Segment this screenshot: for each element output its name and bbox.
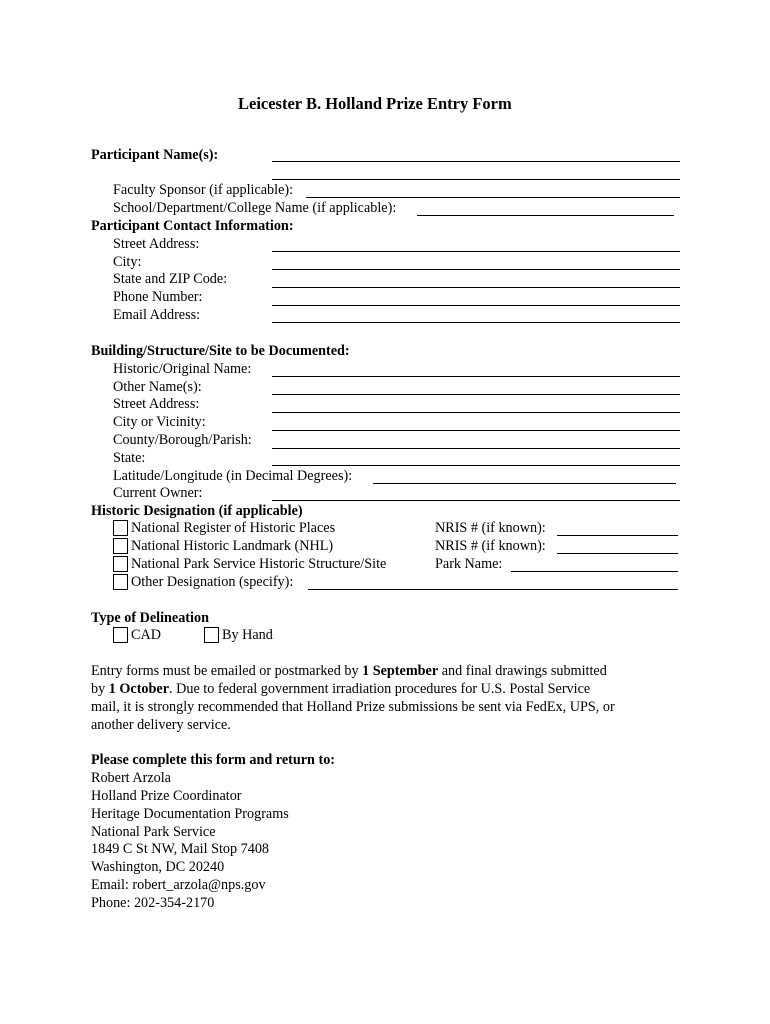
notice-line-2 — [91, 680, 590, 698]
building-state-label: State: — [113, 450, 146, 466]
other-designation-field[interactable] — [308, 589, 678, 590]
nris-field-2[interactable] — [557, 553, 678, 554]
nhl-label: National Historic Landmark (NHL) — [131, 538, 334, 554]
contact-phone-label: Phone Number: — [113, 289, 203, 305]
building-state-field[interactable] — [272, 465, 680, 466]
return-name: Robert Arzola — [91, 770, 171, 786]
owner-field[interactable] — [272, 500, 680, 501]
faculty-sponsor-field[interactable] — [306, 197, 680, 198]
delineation-heading: Type of Delineation — [91, 610, 209, 626]
nris-label-2: NRIS # (if known): — [435, 538, 546, 554]
building-street-field[interactable] — [272, 412, 680, 413]
contact-phone-field[interactable] — [272, 305, 680, 306]
return-title: Holland Prize Coordinator — [91, 788, 242, 804]
participant-names-label: Participant Name(s): — [91, 147, 219, 163]
school-name-field[interactable] — [417, 215, 674, 216]
other-designation-checkbox[interactable] — [113, 574, 128, 590]
contact-email-field[interactable] — [272, 322, 680, 323]
notice-line-3: mail, it is strongly recommended that Holland Prize submissions be sent via FedEx, UPS, or — [91, 699, 615, 715]
school-name-label: School/Department/College Name (if applicable): — [113, 200, 397, 216]
building-street-label: Street Address: — [113, 396, 200, 412]
by-hand-label: By Hand — [222, 627, 273, 643]
designation-heading: Historic Designation (if applicable) — [91, 503, 303, 519]
nrhp-label: National Register of Historic Places — [131, 520, 336, 536]
contact-heading: Participant Contact Information: — [91, 218, 294, 234]
notice-text: and final drawings submitted — [438, 663, 607, 679]
building-heading: Building/Structure/Site to be Documented: — [91, 343, 350, 359]
deadline-drawings: 1 October — [108, 681, 170, 697]
contact-city-field[interactable] — [272, 269, 680, 270]
building-city-label: City or Vicinity: — [113, 414, 206, 430]
latlong-label: Latitude/Longitude (in Decimal Degrees): — [113, 468, 353, 484]
park-name-label: Park Name: — [435, 556, 503, 572]
page-title: Leicester B. Holland Prize Entry Form — [238, 94, 512, 113]
nps-label: National Park Service Historic Structure/Site — [131, 556, 387, 572]
nris-field-1[interactable] — [557, 535, 678, 536]
county-field[interactable] — [272, 448, 680, 449]
cad-checkbox[interactable] — [113, 627, 128, 643]
return-phone: Phone: 202-354-2170 — [91, 895, 215, 911]
contact-email-label: Email Address: — [113, 307, 201, 323]
contact-street-field[interactable] — [272, 251, 680, 252]
cad-label: CAD — [131, 627, 161, 643]
notice-line-4: another delivery service. — [91, 717, 231, 733]
return-agency: National Park Service — [91, 824, 216, 840]
return-city: Washington, DC 20240 — [91, 859, 225, 875]
nhl-checkbox[interactable] — [113, 538, 128, 554]
notice-line-1 — [91, 662, 607, 680]
historic-name-field[interactable] — [272, 376, 680, 377]
other-designation-label: Other Designation (specify): — [131, 574, 294, 590]
return-heading: Please complete this form and return to: — [91, 752, 336, 768]
faculty-sponsor-label: Faculty Sponsor (if applicable): — [113, 182, 294, 198]
return-street: 1849 C St NW, Mail Stop 7408 — [91, 841, 270, 857]
other-names-field[interactable] — [272, 394, 680, 395]
latlong-field[interactable] — [373, 483, 676, 484]
park-name-field[interactable] — [511, 571, 678, 572]
nrhp-checkbox[interactable] — [113, 520, 128, 536]
return-program: Heritage Documentation Programs — [91, 806, 289, 822]
historic-name-label: Historic/Original Name: — [113, 361, 252, 377]
contact-city-label: City: — [113, 254, 142, 270]
deadline-postmark: 1 September — [362, 663, 439, 679]
owner-label: Current Owner: — [113, 485, 203, 501]
return-email: Email: robert_arzola@nps.gov — [91, 877, 266, 893]
notice-text: . Due to federal government irradiation procedures for U.S. Postal Service — [169, 681, 591, 697]
county-label: County/Borough/Parish: — [113, 432, 252, 448]
nps-checkbox[interactable] — [113, 556, 128, 572]
nris-label-1: NRIS # (if known): — [435, 520, 546, 536]
by-hand-checkbox[interactable] — [204, 627, 219, 643]
participant-name-field-2[interactable] — [272, 179, 680, 180]
contact-state-zip-field[interactable] — [272, 287, 680, 288]
notice-text: by — [91, 681, 109, 697]
participant-name-field-1[interactable] — [272, 161, 680, 162]
contact-state-zip-label: State and ZIP Code: — [113, 271, 228, 287]
other-names-label: Other Name(s): — [113, 379, 202, 395]
building-city-field[interactable] — [272, 430, 680, 431]
notice-text: Entry forms must be emailed or postmarked by — [91, 663, 363, 679]
contact-street-label: Street Address: — [113, 236, 200, 252]
